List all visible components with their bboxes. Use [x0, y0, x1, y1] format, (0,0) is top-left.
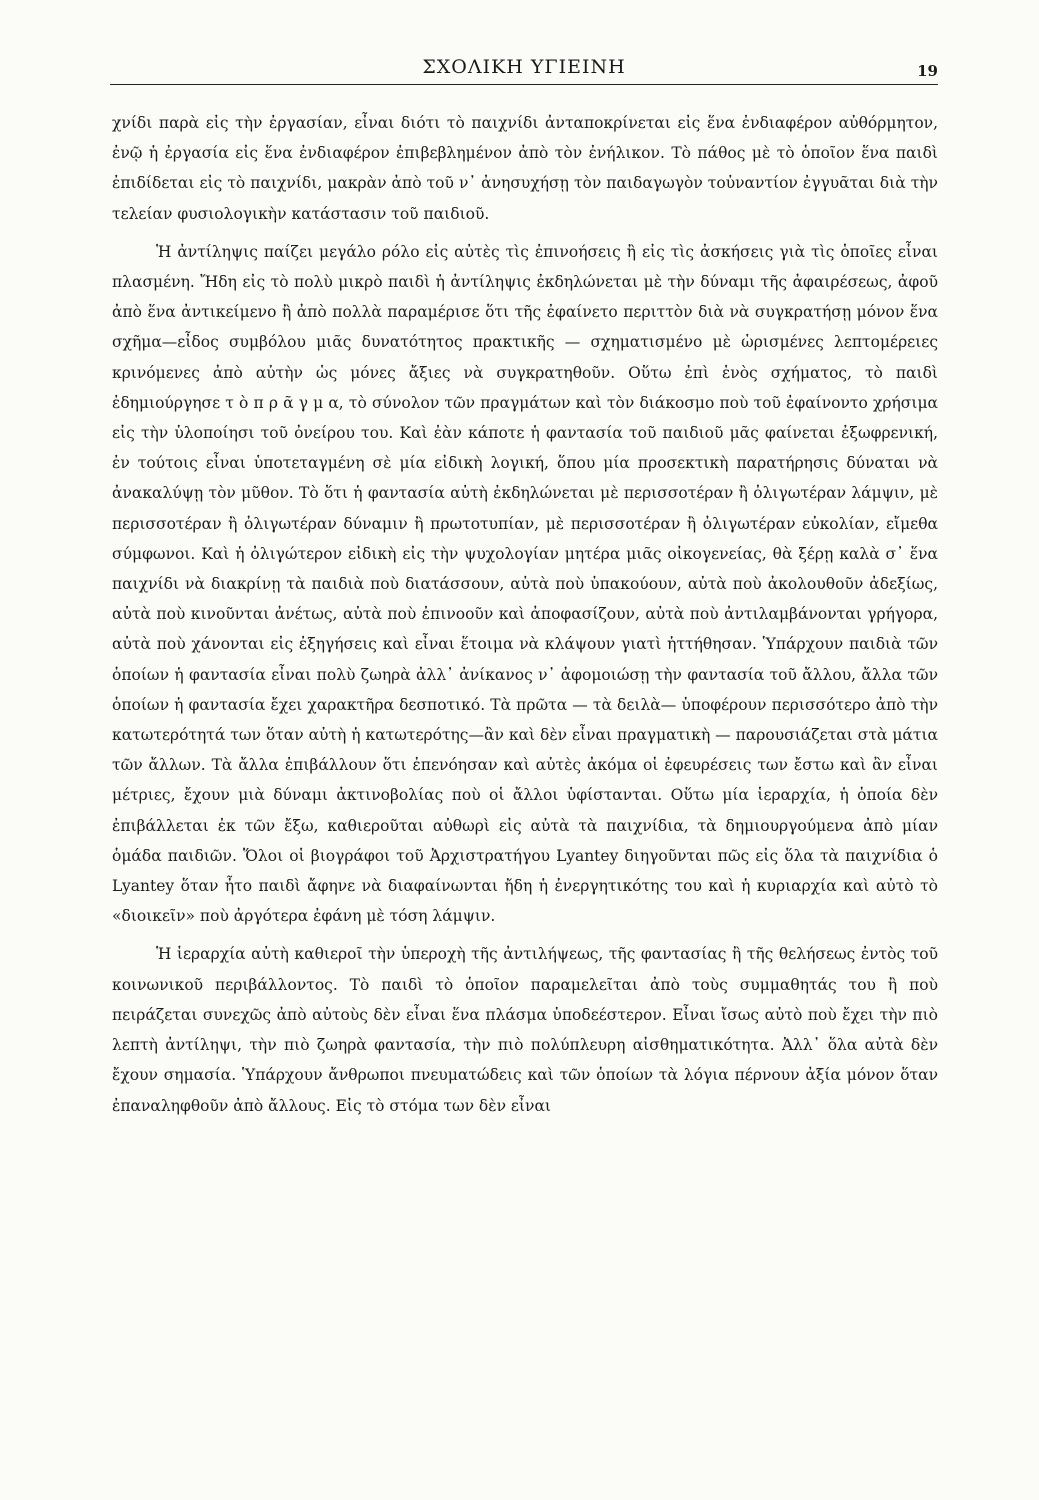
running-title: ΣΧΟΛΙΚΗ ΥΓΙΕΙΝΗ: [422, 56, 626, 78]
page-header: [110, 50, 938, 84]
paragraph: Ἡ ἀντίληψις παίζει μεγάλο ρόλο εἰς αὐτὲς τὶς ἐπινοήσεις ἢ εἰς τὶς ἀσκήσεις γιὰ τὶς ὁποῖες εἶναι πλασμένη. Ἤδη εἰς τὸ πολὺ μικρὸ παιδὶ ἡ ἀντίληψις ἐκδηλώνεται μὲ τὴν δύναμι τῆς ἀφαιρέσεως, ἀφοῦ ἀπὸ ἕνα ἀντικείμενο ἢ ἀπὸ πολλὰ παραμέρισε ὅτι τῆς ἐφαίνετο περιττὸν διὰ νὰ συγκρατήσῃ μόνον ἕνα σχῆμα—εἶδος συμβόλου μιᾶς δυνατότητος πρακτικῆς — σχηματισμένο μὲ ὡρισμένες λεπτομέρειες κρινόμενες ἀπὸ αὐτὴν ὡς μόνες ἄξιες νὰ συγκρατηθοῦν. Οὕτω ἐπὶ ἑνὸς σχήματος, τὸ παιδὶ ἐδημιούργησε τ ὸ π ρ ᾶ γ μ α, τὸ σύνολον τῶν πραγμάτων καὶ τὸν διάκοσμο ποὺ τοῦ ἐφαίνοντο χρήσιμα εἰς τὴν ὑλοποίησι τοῦ ὀνείρου του. Καὶ ἐὰν κάποτε ἡ φαντασία τοῦ παιδιοῦ μᾶς φαίνεται ἐξωφρενική, ἐν τούτοις εἶναι ὑποτεταγμένη σὲ μία εἰδικὴ λογική, ὅπου μία προσεκτικὴ παρατήρησις δύναται νὰ ἀνακαλύψῃ τὸν μῦθον. Τὸ ὅτι ἡ φαντασία αὐτὴ ἐκδηλώνεται μὲ περισσοτέραν ἢ ὀλιγωτέραν λάμψιν, μὲ περισσοτέραν ἢ ὀλιγωτέραν δύναμιν ἢ πρωτοτυπίαν, μὲ περισσοτέραν ἢ ὀλιγωτέραν εὐκολίαν, εἴμεθα σύμφωνοι. Καὶ ἡ ὀλιγώτερον εἰδικὴ εἰς τὴν ψυχολογίαν μητέρα μιᾶς οἰκογενείας, θὰ ξέρῃ καλὰ σ᾿ ἕνα παιχνίδι νὰ διακρίνῃ τὰ παιδιὰ ποὺ διατάσσουν, αὐτὰ ποὺ ὑπακούουν, αὐτὰ ποὺ ἀκολουθοῦν ἀδεξίως, αὐτὰ ποὺ κινοῦνται ἀνέτως, αὐτὰ ποὺ ἐπινοοῦν καὶ ἀποφασίζουν, αὐτὰ ποὺ ἀντιλαμβάνονται γρήγορα, αὐτὰ ποὺ χάνονται εἰς ἐξηγήσεις καὶ εἶναι ἕτοιμα νὰ κλάψουν γιατὶ ἡττήθησαν. Ὑπάρχουν παιδιὰ τῶν ὁποίων ἡ φαντασία εἶναι πολὺ ζωηρὰ ἀλλ᾿ ἀνίκανος ν᾿ ἀφομοιώσῃ τὴν φαντασία τοῦ ἄλλου, ἄλλα τῶν ὁποίων ἡ φαντασία ἔχει χαρακτῆρα δεσποτικό. Τὰ πρῶτα — τὰ δειλὰ— ὑποφέρουν περισσότερο ἀπὸ τὴν κατωτερότητά των ὅταν αὐτὴ ἡ κατωτερότης—ἂν καὶ δὲν εἶναι πραγματικὴ — παρουσιάζεται στὰ μάτια τῶν ἄλλων. Τὰ ἄλλα ἐπιβάλλουν ὅτι ἐπενόησαν καὶ αὐτὲς ἀκόμα οἱ ἐφευρέσεις των ἔστω καὶ ἂν εἶναι μέτριες, ἔχουν μιὰ δύναμι ἀκτινοβολίας ποὺ οἱ ἄλλοι ὑφίστανται. Οὕτω μία ἱεραρχία, ἡ ὁποία δὲν ἐπιβάλλεται ἐκ τῶν ἔξω, καθιεροῦται αὐθωρὶ εἰς αὐτὰ τὰ παιχνίδια, τὰ δημιουργούμενα ἀπὸ μίαν ὁμάδα παιδιῶν. Ὅλοι οἱ βιογράφοι τοῦ Ἀρχιστρατήγου Lyantey διηγοῦνται πῶς εἰς ὅλα τὰ παιχνίδια ὁ Lyantey ὅταν ἦτο παιδὶ ἄφηνε νὰ διαφαίνωνται ἤδη ἡ ἐνεργητικότης του καὶ ἡ κυριαρχία καὶ αὐτὸ τὸ «διοικεῖν» ποὺ ἀργότερα ἐφάνη μὲ τόση λάμψιν.: [112, 242, 938, 926]
paragraph: Ἡ ἱεραρχία αὐτὴ καθιεροῖ τὴν ὑπεροχὴ τῆς ἀντιλήψεως, τῆς φαντασίας ἢ τῆς θελήσεως ἐντὸς τοῦ κοινωνικοῦ περιβάλλοντος. Τὸ παιδὶ τὸ ὁποῖον παραμελεῖται ἀπὸ τοὺς συμμαθητάς του ἢ ποὺ πειράζεται συνεχῶς ἀπὸ αὐτοὺς δὲν εἶναι ἕνα πλάσμα ὑποδεέστερον. Εἶναι ἴσως αὐτὸ ποὺ ἔχει τὴν πιὸ λεπτὴ ἀντίληψι, τὴν πιὸ ζωηρὰ φαντασία, τὴν πιὸ πολύπλευρη αἰσθηματικότητα. Ἀλλ᾿ ὅλα αὐτὰ δὲν ἔχουν σημασία. Ὑπάρχουν ἄνθρωποι πνευματώδεις καὶ τῶν ὁποίων τὰ λόγια πέρνουν ἀξία μόνον ὅταν ἐπαναληφθοῦν ἀπὸ ἄλλους. Εἰς τὸ στόμα των δὲν εἶναι: [112, 945, 938, 1115]
page-number: 19: [917, 62, 938, 80]
body-text: [112, 108, 938, 1129]
header-rule: [110, 84, 938, 85]
paragraph: χνίδι παρὰ εἰς τὴν ἐργασίαν, εἶναι διότι τὸ παιχνίδι ἀνταποκρίνεται εἰς ἕνα ἐνδιαφέρον αὐθόρμητον, ἐνῷ ἡ ἐργασία εἰς ἕνα ἐνδιαφέρον ἐπιβεβλημένον ἀπὸ τὸν ἐνήλικον. Τὸ πάθος μὲ τὸ ὁποῖον ἕνα παιδὶ ἐπιδίδεται εἰς τὸ παιχνίδι, μακρὰν ἀπὸ τοῦ ν᾿ ἀνησυχήσῃ τὸν παιδαγωγὸν τοὐναντίον ἐγγυᾶται διὰ τὴν τελείαν φυσιολογικὴν κατάστασιν τοῦ παιδιοῦ.: [112, 114, 938, 223]
